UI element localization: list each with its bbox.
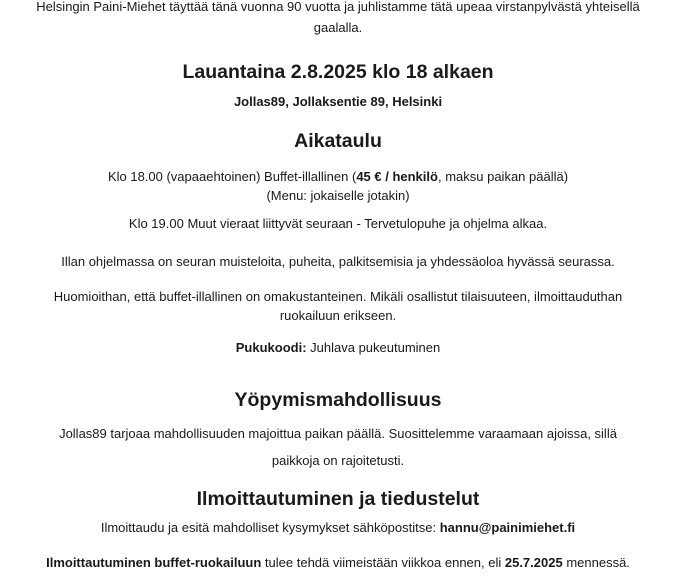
buffet-price: 45 € / henkilö xyxy=(356,169,438,184)
deadline-suffix: mennessä. xyxy=(562,555,630,570)
schedule-menu-line: (Menu: jokaiselle jotakin) xyxy=(266,188,410,203)
lodging-text-line-1: Jollas89 tarjoaa mahdollisuuden majoittua paikan päällä. Suosittelemme varaamaan ajoissa, sillä xyxy=(59,426,617,441)
lodging-text-line-2: paikkoja on rajoitetusti. xyxy=(271,453,405,468)
buffet-notice-line-2: ruokailuun erikseen. xyxy=(279,308,397,323)
event-venue: Jollas89, Jollaksentie 89, Helsinki xyxy=(233,94,443,109)
signup-contact-line xyxy=(0,519,676,537)
deadline-label: Ilmoittautuminen buffet-ruokailuun xyxy=(46,555,262,570)
signup-heading: Ilmoittautuminen ja tiedustelut xyxy=(196,488,480,510)
schedule-buffet-line xyxy=(0,168,676,186)
lodging-heading: Yöpymismahdollisuus xyxy=(234,389,442,411)
dress-code-value: Juhlava pukeutuminen xyxy=(306,340,441,355)
buffet-notice-line-1: Huomioithan, että buffet-illallinen on omakustanteinen. Mikäli osallistut tilaisuuteen, ilmoittauduthan xyxy=(53,289,623,304)
intro-text-line-1: Helsingin Paini-Miehet täyttää tänä vuonna 90 vuotta ja juhlistamme tätä upeaa virstanpylvästä yhteisellä xyxy=(36,0,640,14)
dress-code-label: Pukukoodi: xyxy=(235,340,307,355)
deadline-text: tulee tehdä viimeistään viikkoa ennen, eli xyxy=(261,555,505,570)
schedule-guests-line: Klo 19.00 Muut vieraat liittyvät seuraan - Tervetulopuhe ja ohjelma alkaa. xyxy=(128,216,548,231)
contact-text: Ilmoittaudu ja esitä mahdolliset kysymykset sähköpostitse: xyxy=(100,520,440,535)
intro-text-line-2: gaalalla. xyxy=(313,20,363,35)
schedule-heading: Aikataulu xyxy=(294,130,382,152)
dress-code xyxy=(0,339,676,357)
signup-deadline-line xyxy=(0,554,676,572)
deadline-date: 25.7.2025 xyxy=(504,555,563,570)
contact-email: hannu@painimiehet.fi xyxy=(439,520,576,535)
program-description: Illan ohjelmassa on seuran muisteloita, puheita, palkitsemisia ja yhdessäoloa hyvässä seurassa. xyxy=(61,254,615,269)
event-date-heading: Lauantaina 2.8.2025 klo 18 alkaen xyxy=(182,61,494,83)
buffet-text-prefix: Klo 18.00 (vapaaehtoinen) Buffet-illallinen ( xyxy=(107,169,357,184)
buffet-text-suffix: , maksu paikan päällä) xyxy=(437,169,569,184)
